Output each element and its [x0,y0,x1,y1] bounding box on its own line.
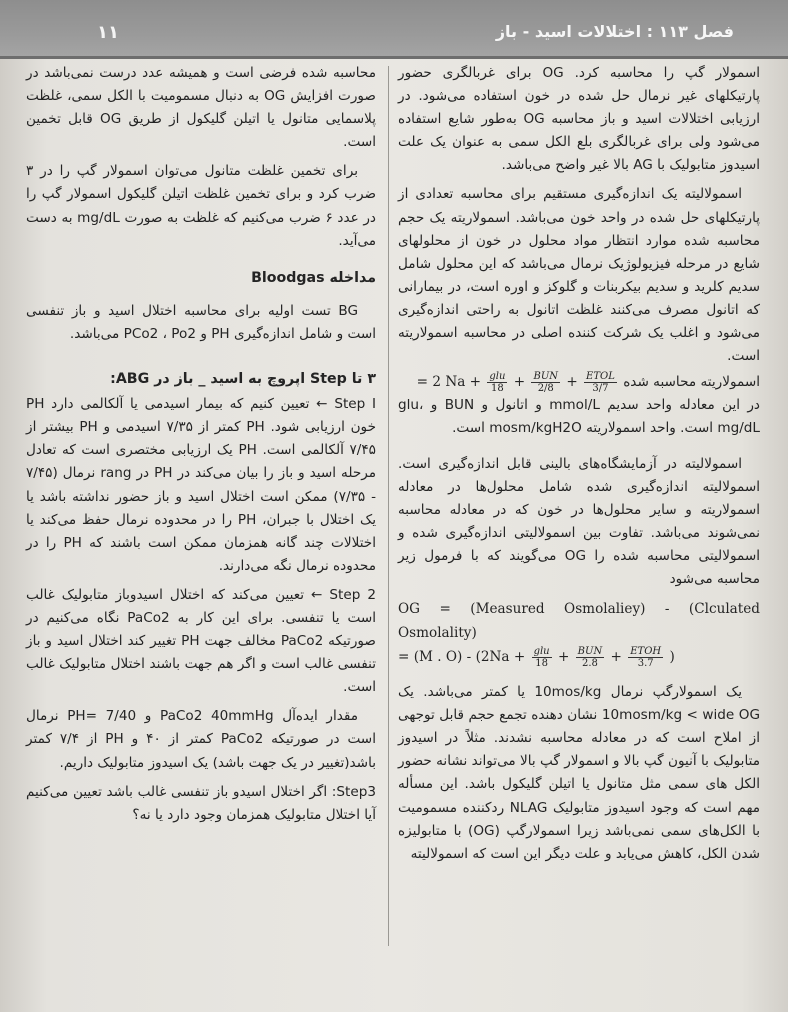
paragraph: در این معادله واحد سدیم mmol/L و اتانول و BUN و glu، mg/dL است. واحد اسمولاریته mosm/kgH2O است. [398,397,760,437]
paragraph: مقدار ایده‌آل PaCo2 40mmHg و PH= 7/40 نرمال است در صورتیکه PaCo2 کمتر از ۴۰ و PH از ۷/۴ کمتر باشد(تغییر در یک جهت باشد) یک اسیدوز متابولیک داریم. [26,708,376,771]
header-rule [0,56,788,59]
og-formula-line2: = (M . O) - (2Na + $\frac{\text{glu}}{18}$ + $\frac{\text{BUN}}{2.8}$ + $\frac{\text{ETOH}}{3.7}$ ) [398,646,675,670]
fraction-bun: $\frac{\text{BUN}}{2.8}$ [577,646,603,670]
fraction-etol: $\frac{\text{ETOL}}{3/7}$ [586,371,615,395]
page-number: ۱۱ [97,22,119,43]
paragraph: Step I ← تعیین کنیم که بیمار اسیدمی یا آلکالمی دارد PH خون ارزیابی شود. PH کمتر از ۷/۳۵ اسیدمی و PH بیشتر از ۷/۴۵ آلکالمی است. PH یک ارزیابی مختصری است که تعادل مرحله اسید و باز را بیان می‌کند در PH در rang نرمال (۷/۴۵ - ۷/۳۵) ممکن است اختلال اسید و باز حضور نداشته باشد یا یک اختلال با جبران، PH را در محدوده نرمال حفظ می‌کند یا اختلالات چند گانه همزمان ممکن است باشند که PH را در محدوده نرمال نگه می‌دارند. [26,396,377,574]
paragraph: برای تخمین غلظت متانول می‌توان اسمولار گپ را در ۳ ضرب کرد و برای تخمین غلظت اتیلن گلیکول اسمولار گپ را در عدد ۶ ضرب می‌کنیم که غلظت به صورت mg/dL به دست می‌آید. [26,163,376,249]
paragraph: اسمولالیته یک اندازه‌گیری مستقیم برای محاسبه تعدادی از پارتیکلهای حل شده در واحد خون می‌باشد. اسمولاریته یک حجم محاسبه شده موارد انتظار مواد محلول در خون از محلولهای شایع در مرحله فیزیولوژیک نرمال می‌باشد که این محلول شامل سدیم کلرید و سدیم بیکربنات و گلوکز و اوره است، در بیمارانی که اتانول مصرف می‌کنند غلظت اتانول به راحتی اندازه‌گیری می‌شود و اغلب یک شرکت کننده اصلی در محاسبه اسمولاریته است. [398,186,760,365]
fraction-glu: $\frac{\text{glu}}{18}$ [489,371,506,395]
paragraph: اسمولالیته در آزمایشگاه‌های بالینی قابل اندازه‌گیری است. اسمولالیته اندازه‌گیری شده شامل محلول‌ها در معادله اسمولاریته و سایر محلول‌ها در خون که در معادله محاسبه نمی‌شوند می‌باشد. تفاوت بین اسمولالیتی اندازه‌گیری شده و اسمولالیتی محاسبه شده را OG می‌گویند که با فرمول زیر محاسبه می‌شود [398,455,761,587]
paragraph: یک اسمولارگپ نرمال 10mos/kg یا کمتر می‌باشد. یک 10mosm/kg < wide OG نشان دهنده تجمع حجم قابل توجهی از املاح است که در معادله محاسبه نشدند. مثلاً در اسیدوز متابولیک با آنیون گپ بالا و اسمولار گپ بالا می‌تواند نشانه حضور الکل های سمی مثل متانول یا اتیلن گلیکول باشد. این مسأله مهم است که وجود اسیدوز متابولیک NLAG ردکننده مسمومیت با الکل‌های سمی نمی‌باشد زیرا اسمولارگپ (OG) با متابولیزه شدن الکل، کاهش می‌یابد و علت دیگر این است که اسمولالیته [398,684,761,862]
og-formula-line1: OG = (Measured Osmolaliey) - (Clculated Osmolality) [398,601,760,642]
section-heading: ۳ تا Step اپروچ به اسید _ باز در ABG: [110,371,376,388]
paragraph: Step3: اگر اختلال اسیدو باز تنفسی غالب باشد تعیین می‌کنیم آیا اختلال متابولیک همزمان وجود دارد یا نه؟ [26,783,376,823]
fraction-bun: $\frac{\text{BUN}}{2/8}$ [533,371,558,395]
fraction-etoh: $\frac{\text{ETOH}}{3.7}$ [630,646,662,670]
paragraph: محاسبه شده فرضی است و همیشه عدد درست نمی‌باشد در صورت افزایش OG به دنبال مسمومیت با الکل سمی، غلظت پلاسمایی متانول یا اتیلن گلیکول از طریق OG قابل تخمین است. [26,65,376,151]
formula-expr: = 2 Na + [416,374,482,391]
paragraph: Step 2 ← تعیین می‌کند که اختلال اسیدوباز متابولیک غالب است یا تنفسی. برای این کار به PaCo2 نگاه می‌کنیم در صورتیکه PaCo2 مخالف جهت PH تغییر کند اختلال اسید و باز تنفسی غالب است و اگر هم جهت باشند اختلال متابولیک غالب است. [26,586,377,696]
column-divider [388,66,389,946]
osmolarity-formula: اسمولاریته محاسبه شده = 2 Na + $\frac{\text{glu}}{18}$ + $\frac{\text{BUN}}{2/8}$ + $\frac{\text{ETOL}}{3/7}$ [416,371,760,395]
paragraph: BG تست اولیه برای محاسبه اختلال اسید و باز تنفسی است و شامل اندازه‌گیری PH و PCo2 ، Po2 می‌باشد. [26,302,376,342]
paragraph: اسمولار گپ را محاسبه کرد. OG برای غربالگری حضور پارتیکلهای غیر نرمال حل شده در خون استفاده می‌شود. در ارزیابی اختلالات اسید و باز محاسبه OG به‌طور شایع استفاده می‌شود ولی برای غربالگری بلع الکل سمی به عنوان یک علت اسیدوز متابولیک با AG بالا غیر واضح می‌باشد. [398,65,760,174]
right-column [398,62,760,866]
formula-label: اسمولاریته محاسبه شده [623,374,760,391]
chapter-title: فصل ۱۱۳ : اختلالات اسید - باز [495,22,734,41]
left-column [26,62,376,827]
fraction-glu: $\frac{\text{glu}}{18}$ [533,646,550,670]
section-heading: مداخله Bloodgas [251,269,376,286]
